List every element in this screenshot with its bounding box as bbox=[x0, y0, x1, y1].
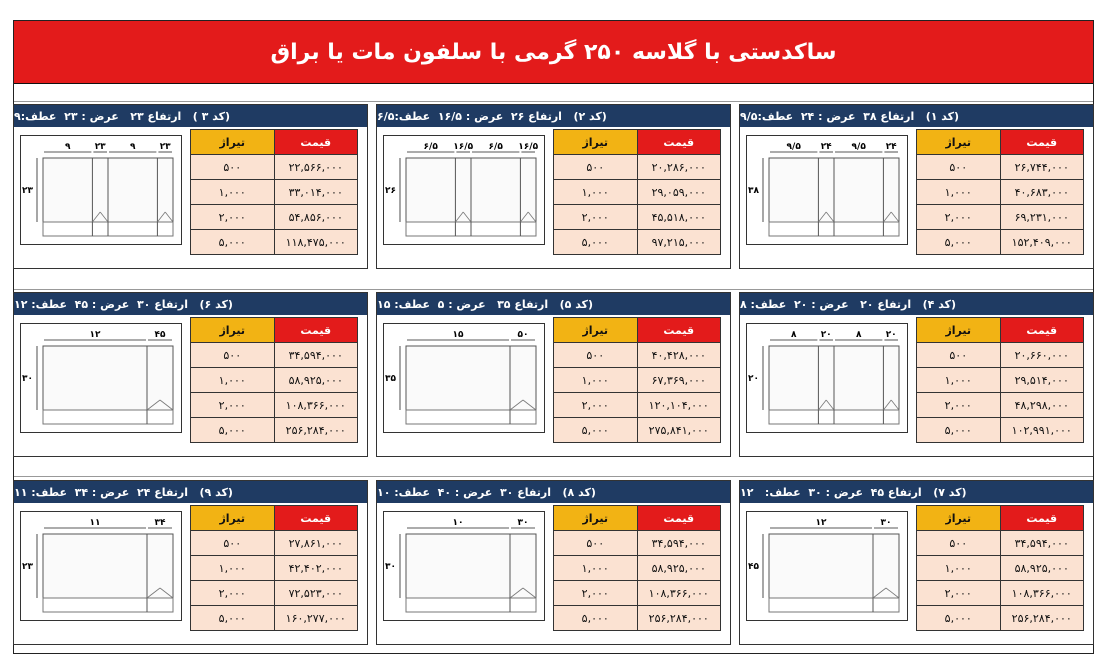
price-cell: ۱۵۲,۴۰۹,۰۰۰ bbox=[1000, 230, 1084, 255]
price-cell: ۱۲۰,۱۰۴,۰۰۰ bbox=[637, 393, 721, 418]
price-cell: ۳۳,۰۱۴,۰۰۰ bbox=[274, 180, 358, 205]
qty-cell: ۲,۰۰۰ bbox=[191, 393, 275, 418]
qty-cell: ۵۰۰ bbox=[191, 343, 275, 368]
price-cell: ۵۸,۹۲۵,۰۰۰ bbox=[1000, 556, 1084, 581]
dimension-label: ۹ bbox=[129, 142, 136, 152]
dimension-label: ۸ bbox=[855, 330, 862, 340]
table-row bbox=[191, 205, 358, 230]
bag-dieline-drawing bbox=[383, 323, 545, 433]
dimension-label: ۲۰ bbox=[820, 330, 832, 340]
qty-column-header: تیراژ bbox=[191, 130, 275, 155]
qty-column-header: تیراژ bbox=[554, 506, 638, 531]
table-row bbox=[554, 531, 721, 556]
bag-dieline-drawing bbox=[20, 323, 182, 433]
price-cell: ۹۷,۲۱۵,۰۰۰ bbox=[637, 230, 721, 255]
price-cell: ۱۰۸,۳۶۶,۰۰۰ bbox=[1000, 581, 1084, 606]
dimension-label: ۸ bbox=[790, 330, 797, 340]
table-row bbox=[191, 230, 358, 255]
product-card bbox=[13, 104, 368, 269]
table-row bbox=[191, 556, 358, 581]
row-separator bbox=[14, 272, 1093, 290]
product-card bbox=[739, 104, 1094, 269]
table-row bbox=[554, 205, 721, 230]
dimension-label: ۲۰ bbox=[885, 330, 897, 340]
bag-dieline-drawing bbox=[20, 511, 182, 621]
bag-dieline-svg bbox=[747, 512, 907, 620]
product-header: (کد ۵) ارتفاع ۳۵ عرض : ۵ عطف: ۱۵ bbox=[377, 293, 730, 315]
table-row bbox=[191, 393, 358, 418]
table-row bbox=[554, 393, 721, 418]
bag-bottom-flap bbox=[43, 598, 173, 612]
qty-cell: ۱,۰۰۰ bbox=[917, 180, 1001, 205]
price-cell: ۳۴,۵۹۴,۰۰۰ bbox=[1000, 531, 1084, 556]
dimension-label: ۱۶/۵ bbox=[453, 142, 474, 152]
price-table bbox=[190, 129, 358, 255]
bag-dieline-svg bbox=[384, 324, 544, 432]
table-row bbox=[917, 556, 1084, 581]
price-cell: ۲۵۶,۲۸۴,۰۰۰ bbox=[274, 418, 358, 443]
dimension-label: ۳۵ bbox=[385, 374, 396, 384]
qty-cell: ۲,۰۰۰ bbox=[554, 581, 638, 606]
dimension-label: ۲۶ bbox=[385, 186, 396, 196]
qty-cell: ۵,۰۰۰ bbox=[917, 230, 1001, 255]
table-row bbox=[917, 418, 1084, 443]
price-cell: ۳۴,۵۹۴,۰۰۰ bbox=[274, 343, 358, 368]
table-row bbox=[554, 180, 721, 205]
qty-cell: ۱,۰۰۰ bbox=[917, 556, 1001, 581]
price-cell: ۴۰,۶۸۳,۰۰۰ bbox=[1000, 180, 1084, 205]
product-header: (کد ۲) ارتفاع ۲۶ عرض : ۱۶/۵ عطف:۶/۵ bbox=[377, 105, 730, 127]
product-header: (کد ۸) ارتفاع ۳۰ عرض : ۴۰ عطف: ۱۰ bbox=[377, 481, 730, 503]
price-cell: ۲۹,۵۱۴,۰۰۰ bbox=[1000, 368, 1084, 393]
qty-cell: ۵۰۰ bbox=[554, 155, 638, 180]
qty-column-header: تیراژ bbox=[917, 506, 1001, 531]
qty-cell: ۵۰۰ bbox=[917, 531, 1001, 556]
qty-cell: ۵۰۰ bbox=[917, 155, 1001, 180]
qty-cell: ۱,۰۰۰ bbox=[554, 180, 638, 205]
price-cell: ۴۵,۵۱۸,۰۰۰ bbox=[637, 205, 721, 230]
product-header: (کد ۶) ارتفاع ۳۰ عرض : ۴۵ عطف: ۱۲ bbox=[14, 293, 367, 315]
qty-column-header: تیراژ bbox=[191, 318, 275, 343]
dimension-label: ۶/۵ bbox=[423, 142, 438, 152]
table-row bbox=[554, 581, 721, 606]
dimension-label: ۱۲ bbox=[89, 330, 101, 340]
qty-cell: ۲,۰۰۰ bbox=[917, 581, 1001, 606]
table-row bbox=[554, 368, 721, 393]
bag-bottom-flap bbox=[406, 598, 536, 612]
product-header: (کد ۴) ارتفاع ۲۰ عرض : ۲۰ عطف: ۸ bbox=[740, 293, 1093, 315]
dimension-label: ۲۳ bbox=[22, 186, 33, 196]
bag-dieline-svg bbox=[747, 324, 907, 432]
table-row bbox=[554, 606, 721, 631]
table-row bbox=[917, 606, 1084, 631]
qty-cell: ۲,۰۰۰ bbox=[554, 205, 638, 230]
price-cell: ۶۹,۲۳۱,۰۰۰ bbox=[1000, 205, 1084, 230]
qty-cell: ۵۰۰ bbox=[191, 155, 275, 180]
price-cell: ۵۸,۹۲۵,۰۰۰ bbox=[637, 556, 721, 581]
table-row bbox=[917, 343, 1084, 368]
qty-column-header: تیراژ bbox=[554, 318, 638, 343]
price-cell: ۲۵۶,۲۸۴,۰۰۰ bbox=[1000, 606, 1084, 631]
dimension-label: ۲۳ bbox=[159, 142, 171, 152]
dimension-label: ۴۵ bbox=[748, 562, 759, 572]
table-row bbox=[554, 418, 721, 443]
qty-cell: ۵,۰۰۰ bbox=[554, 230, 638, 255]
price-table bbox=[916, 317, 1084, 443]
table-row bbox=[191, 606, 358, 631]
dimension-label: ۲۳ bbox=[22, 562, 33, 572]
price-column-header: قیمت bbox=[274, 506, 358, 531]
bag-dieline-drawing bbox=[383, 511, 545, 621]
qty-column-header: تیراژ bbox=[917, 130, 1001, 155]
bag-dieline-svg bbox=[21, 324, 181, 432]
table-row bbox=[554, 556, 721, 581]
bag-outline bbox=[43, 346, 173, 410]
qty-cell: ۵,۰۰۰ bbox=[191, 230, 275, 255]
qty-cell: ۵,۰۰۰ bbox=[917, 418, 1001, 443]
price-cell: ۲۶,۷۴۴,۰۰۰ bbox=[1000, 155, 1084, 180]
qty-cell: ۵۰۰ bbox=[191, 531, 275, 556]
product-card bbox=[13, 480, 368, 645]
price-table bbox=[190, 505, 358, 631]
table-row bbox=[917, 531, 1084, 556]
qty-cell: ۱,۰۰۰ bbox=[191, 180, 275, 205]
product-header: (کد ۱) ارتفاع ۳۸ عرض : ۲۴ عطف:۹/۵ bbox=[740, 105, 1093, 127]
price-cell: ۱۰۸,۳۶۶,۰۰۰ bbox=[274, 393, 358, 418]
bag-bottom-flap bbox=[406, 410, 536, 424]
bag-dieline-drawing bbox=[746, 323, 908, 433]
price-column-header: قیمت bbox=[1000, 506, 1084, 531]
bag-dieline-svg bbox=[384, 512, 544, 620]
bag-dieline-drawing bbox=[746, 135, 908, 245]
price-cell: ۲۵۶,۲۸۴,۰۰۰ bbox=[637, 606, 721, 631]
bag-dieline-drawing bbox=[20, 135, 182, 245]
qty-cell: ۲,۰۰۰ bbox=[917, 393, 1001, 418]
qty-cell: ۵۰۰ bbox=[554, 343, 638, 368]
dimension-label: ۳۰ bbox=[517, 518, 529, 528]
price-cell: ۵۴,۸۵۶,۰۰۰ bbox=[274, 205, 358, 230]
table-row bbox=[191, 581, 358, 606]
qty-cell: ۱,۰۰۰ bbox=[917, 368, 1001, 393]
qty-cell: ۱,۰۰۰ bbox=[191, 556, 275, 581]
dimension-label: ۱۵ bbox=[452, 330, 464, 340]
qty-cell: ۲,۰۰۰ bbox=[917, 205, 1001, 230]
table-row bbox=[917, 205, 1084, 230]
price-cell: ۴۲,۴۰۲,۰۰۰ bbox=[274, 556, 358, 581]
product-header: (کد ۹) ارتفاع ۲۴ عرض : ۳۴ عطف: ۱۱ bbox=[14, 481, 367, 503]
price-column-header: قیمت bbox=[274, 130, 358, 155]
price-column-header: قیمت bbox=[637, 506, 721, 531]
price-cell: ۲۷,۸۶۱,۰۰۰ bbox=[274, 531, 358, 556]
table-row bbox=[554, 155, 721, 180]
qty-cell: ۵۰۰ bbox=[917, 343, 1001, 368]
dimension-label: ۵۰ bbox=[517, 330, 529, 340]
table-row bbox=[191, 155, 358, 180]
price-cell: ۴۰,۴۲۸,۰۰۰ bbox=[637, 343, 721, 368]
price-column-header: قیمت bbox=[637, 130, 721, 155]
dimension-label: ۴۵ bbox=[154, 330, 166, 340]
dimension-label: ۳۰ bbox=[385, 562, 396, 572]
table-row bbox=[191, 368, 358, 393]
qty-cell: ۲,۰۰۰ bbox=[191, 205, 275, 230]
dimension-label: ۳۰ bbox=[880, 518, 892, 528]
qty-column-header: تیراژ bbox=[554, 130, 638, 155]
qty-column-header: تیراژ bbox=[917, 318, 1001, 343]
row-separator bbox=[14, 459, 1093, 477]
table-row bbox=[191, 343, 358, 368]
dimension-label: ۱۱ bbox=[89, 518, 101, 528]
qty-cell: ۱,۰۰۰ bbox=[554, 556, 638, 581]
bag-dieline-drawing bbox=[746, 511, 908, 621]
price-cell: ۱۰۲,۹۹۱,۰۰۰ bbox=[1000, 418, 1084, 443]
dimension-label: ۲۳ bbox=[94, 142, 106, 152]
price-cell: ۵۸,۹۲۵,۰۰۰ bbox=[274, 368, 358, 393]
qty-cell: ۵,۰۰۰ bbox=[191, 418, 275, 443]
row-separator bbox=[14, 84, 1093, 102]
product-card bbox=[376, 480, 731, 645]
dimension-label: ۹ bbox=[64, 142, 71, 152]
dimension-label: ۳۸ bbox=[748, 186, 759, 196]
table-row bbox=[191, 180, 358, 205]
product-card bbox=[376, 104, 731, 269]
table-row bbox=[917, 368, 1084, 393]
price-cell: ۱۶۰,۲۷۷,۰۰۰ bbox=[274, 606, 358, 631]
price-cell: ۱۱۸,۴۷۵,۰۰۰ bbox=[274, 230, 358, 255]
dimension-label: ۱۲ bbox=[815, 518, 827, 528]
price-cell: ۲۹,۰۵۹,۰۰۰ bbox=[637, 180, 721, 205]
product-header: (کد ۷) ارتفاع ۴۵ عرض : ۳۰ عطف: ۱۲ bbox=[740, 481, 1093, 503]
bag-dieline-svg bbox=[747, 136, 907, 244]
price-cell: ۳۴,۵۹۴,۰۰۰ bbox=[637, 531, 721, 556]
price-cell: ۲۰,۶۶۰,۰۰۰ bbox=[1000, 343, 1084, 368]
table-row bbox=[917, 393, 1084, 418]
product-card bbox=[739, 292, 1094, 457]
table-row bbox=[191, 418, 358, 443]
bag-dieline-svg bbox=[21, 136, 181, 244]
price-cell: ۲۷۵,۸۴۱,۰۰۰ bbox=[637, 418, 721, 443]
price-cell: ۲۲,۵۶۶,۰۰۰ bbox=[274, 155, 358, 180]
price-column-header: قیمت bbox=[637, 318, 721, 343]
bag-outline bbox=[406, 346, 536, 410]
bag-bottom-flap bbox=[769, 598, 899, 612]
price-table bbox=[916, 505, 1084, 631]
table-row bbox=[917, 581, 1084, 606]
bag-dieline-svg bbox=[384, 136, 544, 244]
dimension-label: ۹/۵ bbox=[786, 142, 801, 152]
dimension-label: ۱۶/۵ bbox=[518, 142, 539, 152]
qty-cell: ۲,۰۰۰ bbox=[191, 581, 275, 606]
price-column-header: قیمت bbox=[274, 318, 358, 343]
dimension-label: ۹/۵ bbox=[851, 142, 866, 152]
product-card bbox=[739, 480, 1094, 645]
table-row bbox=[554, 230, 721, 255]
qty-column-header: تیراژ bbox=[191, 506, 275, 531]
bag-bottom-flap bbox=[43, 410, 173, 424]
qty-cell: ۵۰۰ bbox=[554, 531, 638, 556]
qty-cell: ۵,۰۰۰ bbox=[917, 606, 1001, 631]
dimension-label: ۲۴ bbox=[885, 142, 897, 152]
dimension-label: ۲۰ bbox=[748, 374, 759, 384]
product-card bbox=[376, 292, 731, 457]
price-cell: ۲۰,۲۸۶,۰۰۰ bbox=[637, 155, 721, 180]
dimension-label: ۲۴ bbox=[820, 142, 832, 152]
price-table bbox=[916, 129, 1084, 255]
bag-outline bbox=[406, 534, 536, 598]
price-table bbox=[190, 317, 358, 443]
dimension-label: ۳۴ bbox=[154, 518, 166, 528]
table-row bbox=[917, 180, 1084, 205]
price-cell: ۶۷,۳۶۹,۰۰۰ bbox=[637, 368, 721, 393]
table-row bbox=[917, 155, 1084, 180]
bag-dieline-drawing bbox=[383, 135, 545, 245]
dimension-label: ۶/۵ bbox=[488, 142, 503, 152]
table-row bbox=[191, 531, 358, 556]
table-row bbox=[554, 343, 721, 368]
qty-cell: ۵,۰۰۰ bbox=[554, 606, 638, 631]
bag-outline bbox=[43, 534, 173, 598]
price-cell: ۱۰۸,۳۶۶,۰۰۰ bbox=[637, 581, 721, 606]
price-column-header: قیمت bbox=[1000, 318, 1084, 343]
price-table bbox=[553, 129, 721, 255]
bag-dieline-svg bbox=[21, 512, 181, 620]
qty-cell: ۵,۰۰۰ bbox=[191, 606, 275, 631]
qty-cell: ۵,۰۰۰ bbox=[554, 418, 638, 443]
dimension-label: ۳۰ bbox=[22, 374, 33, 384]
bag-outline bbox=[769, 534, 899, 598]
price-cell: ۷۲,۵۲۳,۰۰۰ bbox=[274, 581, 358, 606]
table-row bbox=[917, 230, 1084, 255]
product-header: (کد ۳ ) ارتفاع ۲۳ عرض : ۲۳ عطف:۹ bbox=[14, 105, 367, 127]
qty-cell: ۱,۰۰۰ bbox=[554, 368, 638, 393]
price-column-header: قیمت bbox=[1000, 130, 1084, 155]
qty-cell: ۲,۰۰۰ bbox=[554, 393, 638, 418]
price-table bbox=[553, 317, 721, 443]
page-title: ساکدستی با گلاسه ۲۵۰ گرمی با سلفون مات یا براق bbox=[14, 21, 1093, 84]
price-table bbox=[553, 505, 721, 631]
price-cell: ۴۸,۲۹۸,۰۰۰ bbox=[1000, 393, 1084, 418]
dimension-label: ۱۰ bbox=[452, 518, 464, 528]
product-card bbox=[13, 292, 368, 457]
qty-cell: ۱,۰۰۰ bbox=[191, 368, 275, 393]
